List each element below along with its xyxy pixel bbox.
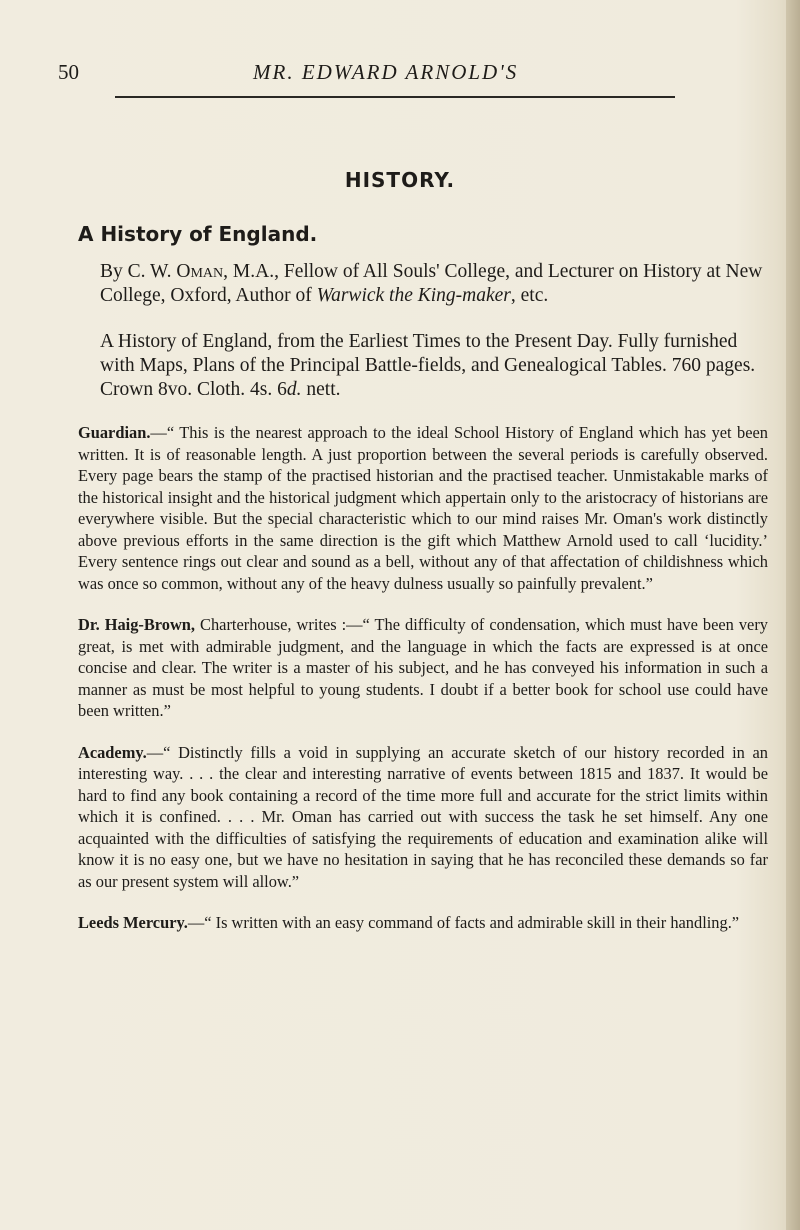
- review-text: —“ Distinctly fills a void in supplying an accurate sketch of our history recorded in an interesting way. . . . the clear and interesting narrative of events between 1815 and 1837. It would be hard to find any book containing a record of the time more full and accurate for the strict limits within which it is confined. . . . Mr. Oman has carried out with success the task he set himself. Any one acquainted with the difficulties of satisfying the requirements of education and examination alike will know it is no easy one, but we have no hesitation in saying that he has reconciled these demands so far as our present system will allow.”: [78, 742, 768, 891]
- review-text: —“ This is the nearest approach to the ideal School History of England which has yet been written. It is of reasonable length. A just proportion between the several periods is carefully observed. Every page bears the stamp of the practised historian and the practised teacher. Unmistakable marks of the historical insight and the historical judgment which appertain only to the aristocracy of historians are everywhere visible. But the special characteristic which to our mind raises Mr. Oman's work distinctly above previous efforts in the same direction is the gift which Matthew Arnold used to call ‘lucidity.’ Every sentence rings out clear and sound as a bell, without any of that affectation of childishness which was once so common, without any of the heavy dulness usually so painfully prevalent.”: [78, 423, 768, 593]
- byline-middle: , M.A., Fellow of All Souls' College, and Lecturer on History at New College, Oxford, Author of: [100, 261, 763, 306]
- review-academy: [78, 742, 768, 893]
- byline-prefix: By C. W.: [100, 261, 177, 282]
- book-description: [100, 330, 768, 402]
- review-source: Academy.: [78, 742, 147, 762]
- review-source: Dr. Haig-Brown,: [78, 615, 196, 634]
- page-header: [58, 60, 738, 92]
- review-text: —“ Is written with an easy command of facts and admirable skill in their handling.”: [187, 913, 740, 932]
- author-name: Oman: [176, 261, 224, 282]
- book-byline: [100, 260, 768, 308]
- description-price-d: d.: [286, 379, 302, 400]
- book-title: A History of England.: [78, 222, 318, 246]
- review-haig-brown: [78, 614, 768, 722]
- header-rule: [115, 96, 675, 98]
- main-content: [78, 222, 768, 950]
- other-work-title: Warwick the King-maker: [316, 285, 511, 306]
- review-source: Guardian.: [78, 423, 151, 442]
- byline-suffix: , etc.: [510, 285, 549, 306]
- description-tail: nett.: [301, 379, 341, 400]
- review-text: Charterhouse, writes :—“ The difficulty of condensation, which must have been very great, is met with admirable judgment, and the language in which the facts are expressed is at once concise and clear. The writer is a master of his subject, and he has conveyed his information in such a manner as must be most helpful to young students. I doubt if a better book for school use could have been written.”: [78, 615, 768, 720]
- review-leeds-mercury: [78, 912, 768, 934]
- review-guardian: [78, 422, 768, 594]
- description-main: A History of England, from the Earliest Times to the Present Day. Fully furnished with Maps, Plans of the Principal Battle-fields, and Genealogical Tables. 760 pages. Crown 8vo. Cloth. 4s. 6: [100, 331, 756, 400]
- running-head: MR. EDWARD ARNOLD'S: [253, 60, 519, 84]
- page-number: 50: [58, 60, 79, 84]
- section-heading: HISTORY.: [344, 168, 456, 192]
- review-source: Leeds Mercury.: [78, 913, 188, 932]
